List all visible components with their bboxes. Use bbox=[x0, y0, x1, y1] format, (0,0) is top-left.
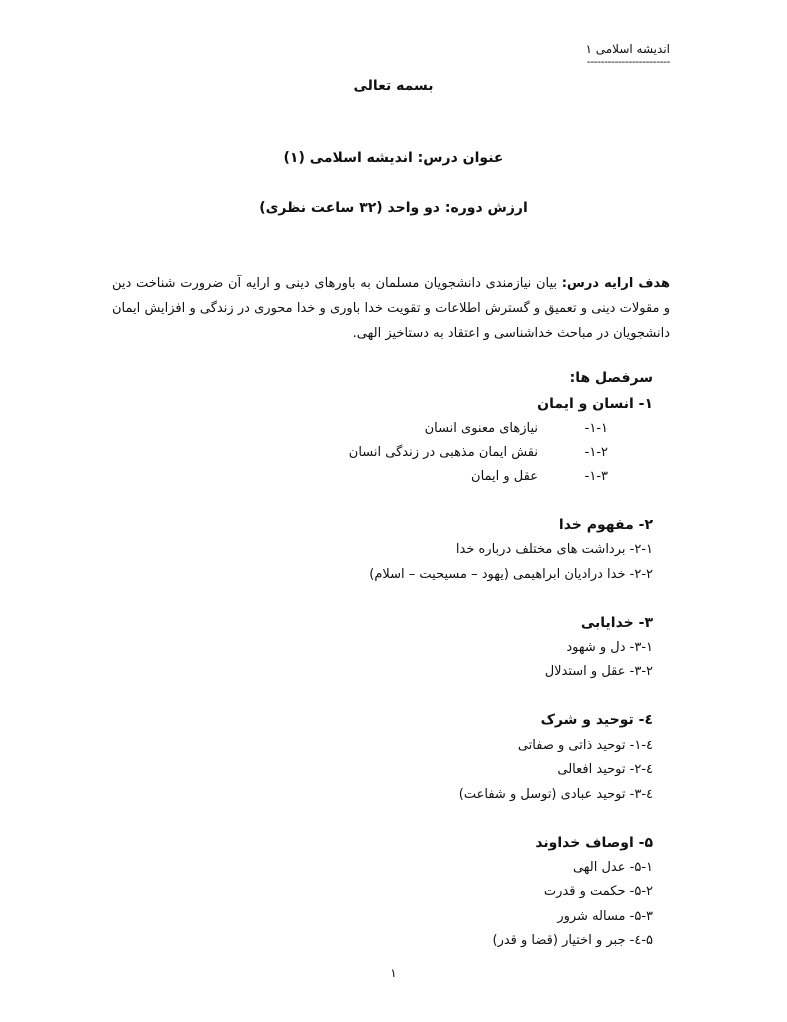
section-item: ۵-٤- جبر و اختیار (قضا و قدر) bbox=[492, 933, 653, 948]
section-item: ٤-۲- توحید افعالی bbox=[557, 762, 653, 777]
section-item: ۳-۱- دل و شهود bbox=[566, 640, 653, 655]
section-item: ۵-۲- حکمت و قدرت bbox=[543, 884, 653, 899]
section-item-text: نقش ایمان مذهبی در زندگی انسان bbox=[348, 445, 538, 460]
section-title: ۵- اوصاف خداوند bbox=[535, 835, 653, 851]
running-header-title: اندیشه اسلامی ۱ bbox=[585, 42, 670, 56]
section-item-text: نیازهای معنوی انسان bbox=[424, 421, 538, 436]
section-title: ۲- مفهوم خدا bbox=[558, 517, 653, 533]
section-item: ۲-۲- خدا درادیان ابراهیمی (یهود – مسیحیت – اسلام) bbox=[369, 567, 653, 582]
section-item-text: عقل و ایمان bbox=[471, 469, 538, 484]
section-title: ٤- توحید و شرک bbox=[540, 712, 653, 728]
section-item: ۵-۱- عدل الهی bbox=[572, 860, 653, 875]
objective-lead: هدف ارایه درس: bbox=[561, 276, 670, 291]
section-item-number: ۱-۱- bbox=[584, 421, 608, 436]
page-number: ۱ bbox=[390, 966, 397, 980]
section-item: ۲-۱- برداشت های مختلف درباره خدا bbox=[455, 542, 653, 557]
course-objective bbox=[112, 271, 670, 346]
objective-body: بیان نیازمندی دانشجویان مسلمان به باورهای دینی و ارایه آن ضرورت شناخت دین و مقولات دینی و تعمیق و گسترش اطلاعات و تقویت خدا باوری و خدا محوری در زندگی و افزایش ایمان دانشجویان در مباحث خداشناسی و اعتقاد به دستاخیز الهی. bbox=[112, 276, 670, 341]
section-item: ۳-۲- عقل و استدلال bbox=[544, 664, 653, 679]
course-value: ارزش دوره: دو واحد (۳۲ ساعت نظری) bbox=[259, 200, 528, 216]
section-title: ۱- انسان و ایمان bbox=[537, 396, 653, 412]
section-item: ٤-۱- توحید ذاتی و صفاتی bbox=[517, 738, 653, 753]
section-item: ٤-۳- توحید عبادی (توسل و شفاعت) bbox=[458, 787, 653, 802]
basmala: بسمه تعالی bbox=[353, 78, 434, 94]
syllabus-heading: سرفصل ها: bbox=[569, 370, 653, 386]
course-title: عنوان درس: اندیشه اسلامی (۱) bbox=[283, 150, 504, 166]
section-item-number: ۱-۳- bbox=[584, 469, 608, 484]
section-item: ۵-۳- مساله شرور bbox=[557, 909, 653, 924]
section-item-number: ۱-۲- bbox=[584, 445, 608, 460]
running-header-rule: ------------------------ bbox=[586, 55, 670, 68]
section-title: ۳- خدایابی bbox=[580, 615, 653, 631]
